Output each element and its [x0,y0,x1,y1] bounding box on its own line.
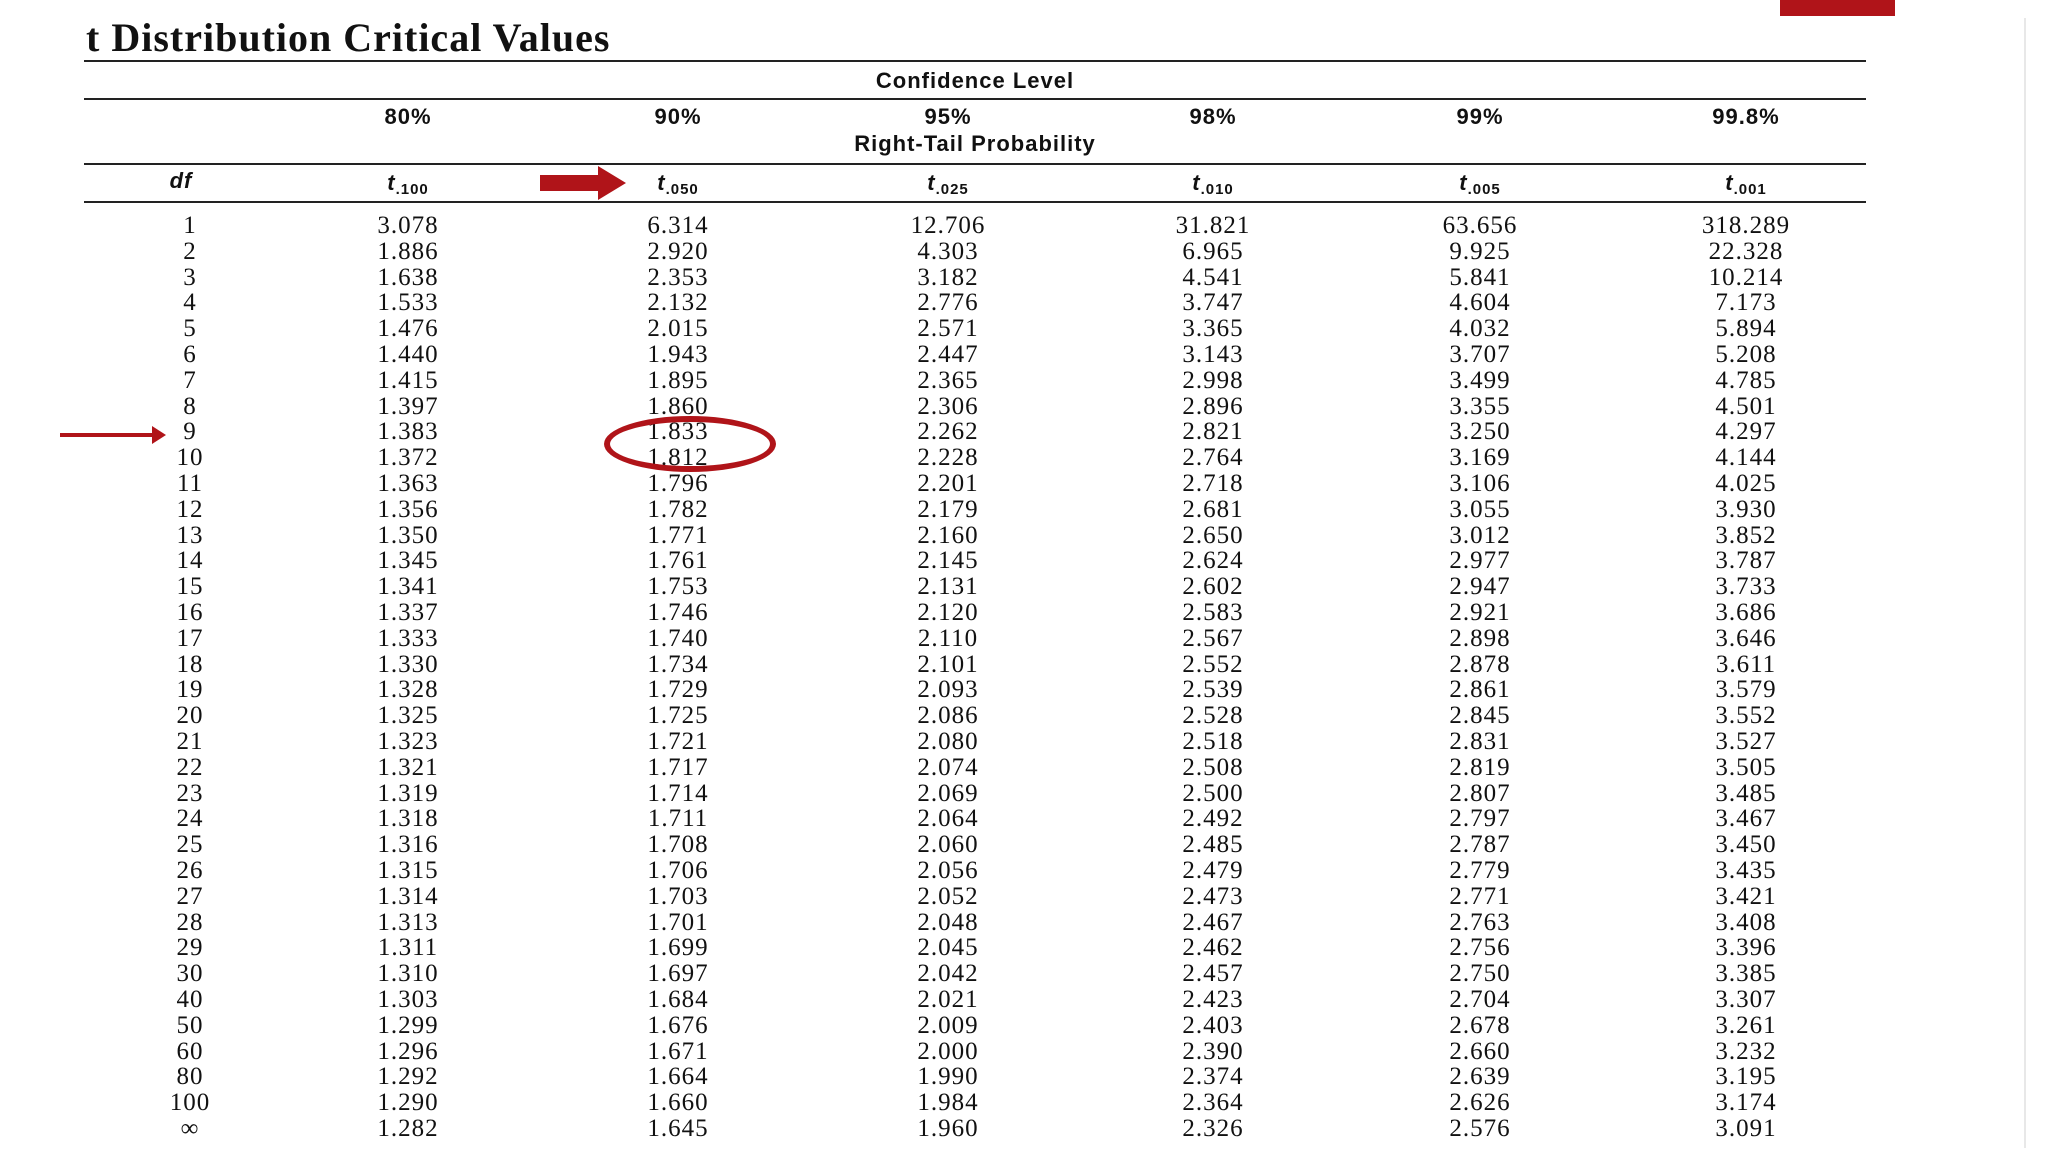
value-cell: 1.721 [647,728,709,755]
value-cell: 1.638 [377,263,439,291]
value-cell: 5.841 [1449,263,1511,291]
value-cell: 3.930 [1715,495,1777,523]
value-cell: 3.733 [1715,573,1777,601]
value-cell: 2.552 [1182,650,1244,678]
value-cell: 2.447 [917,341,979,368]
confidence-level-cell: 99% [1456,104,1504,129]
value-cell: 1.664 [647,1063,709,1091]
tail-prefix: t [927,170,936,195]
df-cell: 15 [176,573,204,601]
value-cell: 2.639 [1449,1063,1511,1091]
value-cell: 12.706 [910,212,986,239]
value-cell: 1.533 [377,289,439,317]
value-cell: 2.101 [917,650,979,678]
value-cell: 2.353 [647,263,709,291]
value-cell: 1.943 [647,341,709,368]
value-cell: 3.499 [1449,366,1511,394]
tail-column-header [1459,170,1501,196]
value-cell: 1.290 [377,1089,439,1117]
df-cell: 18 [176,650,204,678]
value-cell: 2.678 [1449,1011,1511,1039]
value-cell: 3.467 [1715,805,1777,833]
value-cell: 1.321 [377,753,439,781]
value-cell: 3.686 [1715,599,1777,626]
value-cell: 2.750 [1449,960,1511,988]
confidence-level-label: Confidence Level [875,68,1075,93]
value-cell: 2.878 [1449,650,1511,678]
value-cell: 1.311 [377,934,439,962]
value-cell: 2.508 [1182,753,1244,781]
value-cell: 2.624 [1182,547,1244,575]
value-cell: 2.821 [1182,418,1244,446]
value-cell: 3.747 [1182,289,1244,317]
tail-subscript: .001 [1733,181,1767,198]
value-cell: 2.228 [917,444,979,472]
value-cell: 7.173 [1715,289,1777,317]
value-cell: 2.779 [1449,857,1511,884]
value-cell: 2.009 [917,1011,979,1039]
value-cell: 3.787 [1715,547,1777,575]
tail-subscript: .050 [665,181,699,198]
value-cell: 3.182 [917,263,979,291]
value-cell: 1.313 [377,908,439,936]
value-cell: 2.660 [1449,1037,1511,1065]
df-cell: 24 [176,805,204,833]
df-cell: 100 [169,1089,211,1117]
value-cell: 2.201 [917,470,979,497]
value-cell: 2.718 [1182,470,1244,497]
value-cell: 1.740 [647,624,709,652]
tail-column-header [1725,170,1767,196]
value-cell: 2.080 [917,728,979,755]
value-cell: 2.390 [1182,1037,1244,1065]
value-cell: 1.333 [377,624,439,652]
value-cell: 2.704 [1449,986,1511,1013]
value-cell: 2.473 [1182,882,1244,910]
value-cell: 1.812 [647,444,709,472]
tail-subscript: .005 [1467,181,1501,198]
confidence-level-cell: 80% [384,104,432,129]
value-cell: 2.576 [1449,1115,1511,1142]
value-cell: 1.860 [647,392,709,420]
value-cell: 2.326 [1182,1115,1244,1142]
value-cell: 2.539 [1182,676,1244,704]
value-cell: 2.787 [1449,831,1511,859]
df-cell: 25 [176,831,204,859]
tail-prefix: t [657,170,666,195]
value-cell: 2.042 [917,960,979,988]
value-cell: 2.763 [1449,908,1511,936]
df-cell: 14 [176,547,204,575]
value-cell: 3.505 [1715,753,1777,781]
value-cell: 6.314 [647,212,709,239]
value-cell: 3.365 [1182,315,1244,343]
value-cell: 3.450 [1715,831,1777,859]
value-cell: 1.746 [647,599,709,626]
tail-column-header [1192,170,1234,196]
value-cell: 1.990 [917,1063,979,1091]
value-cell: 1.725 [647,702,709,730]
df-cell: 5 [183,315,197,343]
value-cell: 9.925 [1449,237,1511,265]
value-cell: 5.894 [1715,315,1777,343]
row-arrow-icon [60,424,166,446]
value-cell: 22.328 [1708,237,1784,265]
df-cell: 80 [176,1063,204,1091]
value-cell: 2.160 [917,521,979,549]
df-cell: 1 [183,212,197,239]
df-cell: 16 [176,599,204,626]
value-cell: 2.920 [647,237,709,265]
value-cell: 1.345 [377,547,439,575]
value-cell: 1.711 [647,805,709,833]
value-cell: 3.408 [1715,908,1777,936]
value-cell: 2.306 [917,392,979,420]
value-cell: 2.423 [1182,986,1244,1013]
value-cell: 318.289 [1701,212,1791,239]
value-cell: 1.714 [647,779,709,807]
value-cell: 2.602 [1182,573,1244,601]
value-cell: 10.214 [1708,263,1784,291]
df-cell: 4 [183,289,197,317]
df-cell: 12 [176,495,204,523]
value-cell: 3.527 [1715,728,1777,755]
value-cell: 4.604 [1449,289,1511,317]
df-cell: 26 [176,857,204,884]
value-cell: 2.365 [917,366,979,394]
value-cell: 2.262 [917,418,979,446]
column-arrow-icon [540,166,626,200]
value-cell: 1.440 [377,341,439,368]
value-cell: 2.048 [917,908,979,936]
tail-prefix: t [1192,170,1201,195]
value-cell: 1.303 [377,986,439,1013]
value-cell: 2.518 [1182,728,1244,755]
value-cell: 1.415 [377,366,439,394]
value-cell: 2.771 [1449,882,1511,910]
value-cell: 2.364 [1182,1089,1244,1117]
value-cell: 1.397 [377,392,439,420]
value-cell: 3.421 [1715,882,1777,910]
value-cell: 2.921 [1449,599,1511,626]
value-cell: 2.861 [1449,676,1511,704]
df-cell: 19 [176,676,204,704]
value-cell: 1.734 [647,650,709,678]
df-cell: 9 [183,418,197,446]
value-cell: 3.646 [1715,624,1777,652]
value-cell: 2.583 [1182,599,1244,626]
table-top-rule [84,60,1866,62]
value-cell: 3.385 [1715,960,1777,988]
value-cell: 2.045 [917,934,979,962]
tail-subscript: .100 [395,181,429,198]
value-cell: 1.782 [647,495,709,523]
value-cell: 2.650 [1182,521,1244,549]
value-cell: 1.984 [917,1089,979,1117]
value-cell: 2.056 [917,857,979,884]
value-cell: 1.697 [647,960,709,988]
value-cell: 2.374 [1182,1063,1244,1091]
corner-accent-block [1780,0,1895,16]
value-cell: 1.323 [377,728,439,755]
header-bottom-rule [84,201,1866,203]
value-cell: 1.296 [377,1037,439,1065]
value-cell: 2.845 [1449,702,1511,730]
value-cell: 1.771 [647,521,709,549]
value-cell: 1.708 [647,831,709,859]
value-cell: 4.541 [1182,263,1244,291]
value-cell: 2.064 [917,805,979,833]
value-cell: 2.052 [917,882,979,910]
value-cell: 3.250 [1449,418,1511,446]
value-cell: 4.501 [1715,392,1777,420]
value-cell: 3.485 [1715,779,1777,807]
tail-column-header [927,170,969,196]
value-cell: 1.699 [647,934,709,962]
value-cell: 3.611 [1715,650,1777,678]
value-cell: 2.898 [1449,624,1511,652]
confidence-level-cell: 99.8% [1712,104,1780,129]
value-cell: 4.297 [1715,418,1777,446]
value-cell: 3.552 [1715,702,1777,730]
value-cell: 2.131 [917,573,979,601]
value-cell: 2.462 [1182,934,1244,962]
highlight-circle [604,416,776,472]
value-cell: 2.998 [1182,366,1244,394]
value-cell: 2.776 [917,289,979,317]
value-cell: 2.977 [1449,547,1511,575]
value-cell: 1.476 [377,315,439,343]
value-cell: 2.021 [917,986,979,1013]
value-cell: 2.500 [1182,779,1244,807]
value-cell: 1.701 [647,908,709,936]
value-cell: 2.479 [1182,857,1244,884]
df-cell: 21 [176,728,204,755]
value-cell: 2.626 [1449,1089,1511,1117]
value-cell: 6.965 [1182,237,1244,265]
value-cell: 1.671 [647,1037,709,1065]
df-cell: 10 [176,444,204,472]
value-cell: 3.106 [1449,470,1511,497]
value-cell: 1.315 [377,857,439,884]
value-cell: 4.785 [1715,366,1777,394]
value-cell: 1.729 [647,676,709,704]
df-cell: 11 [176,470,204,497]
tail-prefix: t [1725,170,1734,195]
confidence-level-cell: 98% [1189,104,1237,129]
value-cell: 2.819 [1449,753,1511,781]
value-cell: 1.895 [647,366,709,394]
value-cell: 3.078 [377,212,439,239]
tail-column-header [657,170,699,196]
value-cell: 1.660 [647,1089,709,1117]
value-cell: 3.091 [1715,1115,1777,1142]
value-cell: 1.761 [647,547,709,575]
value-cell: 2.947 [1449,573,1511,601]
value-cell: 1.328 [377,676,439,704]
value-cell: 2.528 [1182,702,1244,730]
value-cell: 4.144 [1715,444,1777,472]
df-cell: 6 [183,341,197,368]
page-title: t Distribution Critical Values [86,15,611,60]
value-cell: 1.356 [377,495,439,523]
value-cell: 2.145 [917,547,979,575]
tail-prefix: t [1459,170,1468,195]
confidence-level-cell: 90% [654,104,702,129]
value-cell: 2.015 [647,315,709,343]
tail-prefix: t [387,170,396,195]
value-cell: 1.753 [647,573,709,601]
value-cell: 4.032 [1449,315,1511,343]
value-cell: 1.314 [377,882,439,910]
df-cell: 28 [176,908,204,936]
value-cell: 2.110 [917,624,979,652]
value-cell: 1.383 [377,418,439,446]
value-cell: 3.707 [1449,341,1511,368]
df-cell: 23 [176,779,204,807]
value-cell: 3.143 [1182,341,1244,368]
value-cell: 1.299 [377,1011,439,1039]
value-cell: 1.796 [647,470,709,497]
value-cell: 2.069 [917,779,979,807]
value-cell: 3.396 [1715,934,1777,962]
value-cell: 1.292 [377,1063,439,1091]
df-cell: 3 [183,263,197,291]
confidence-level-cell: 95% [924,104,972,129]
value-cell: 1.703 [647,882,709,910]
value-cell: 3.579 [1715,676,1777,704]
value-cell: 1.645 [647,1115,709,1142]
value-cell: 4.025 [1715,470,1777,497]
value-cell: 2.093 [917,676,979,704]
value-cell: 1.676 [647,1011,709,1039]
df-cell: 17 [176,624,204,652]
value-cell: 1.363 [377,470,439,497]
value-cell: 2.403 [1182,1011,1244,1039]
value-cell: 1.282 [377,1115,439,1142]
value-cell: 1.325 [377,702,439,730]
value-cell: 3.012 [1449,521,1511,549]
df-header: df [169,168,193,193]
value-cell: 2.831 [1449,728,1511,755]
right-edge-line [2024,18,2026,1148]
value-cell: 1.684 [647,986,709,1013]
value-cell: 2.074 [917,753,979,781]
df-cell: 2 [183,237,197,265]
value-cell: 2.807 [1449,779,1511,807]
value-cell: 3.261 [1715,1011,1777,1039]
df-cell: 22 [176,753,204,781]
value-cell: 1.717 [647,753,709,781]
value-cell: 1.372 [377,444,439,472]
value-cell: 2.179 [917,495,979,523]
value-cell: 3.852 [1715,521,1777,549]
df-cell: ∞ [180,1115,200,1142]
value-cell: 2.681 [1182,495,1244,523]
df-cell: 30 [176,960,204,988]
value-cell: 2.896 [1182,392,1244,420]
df-cell: 40 [176,986,204,1013]
value-cell: 4.303 [917,237,979,265]
value-cell: 1.330 [377,650,439,678]
value-cell: 3.232 [1715,1037,1777,1065]
value-cell: 2.492 [1182,805,1244,833]
value-cell: 2.086 [917,702,979,730]
right-tail-probability-label: Right-Tail Probability [854,131,1096,156]
value-cell: 2.485 [1182,831,1244,859]
df-cell: 60 [176,1037,204,1065]
value-cell: 1.310 [377,960,439,988]
df-cell: 7 [183,366,197,394]
value-cell: 2.132 [647,289,709,317]
tail-subscript: .010 [1200,181,1234,198]
df-cell: 29 [176,934,204,962]
value-cell: 3.195 [1715,1063,1777,1091]
value-cell: 1.833 [647,418,709,446]
value-cell: 3.435 [1715,857,1777,884]
value-cell: 2.764 [1182,444,1244,472]
value-cell: 3.174 [1715,1089,1777,1117]
value-cell: 3.055 [1449,495,1511,523]
value-cell: 5.208 [1715,341,1777,368]
value-cell: 1.319 [377,779,439,807]
value-cell: 1.706 [647,857,709,884]
tail-subscript: .025 [935,181,969,198]
value-cell: 1.886 [377,237,439,265]
value-cell: 2.756 [1449,934,1511,962]
value-cell: 1.318 [377,805,439,833]
value-cell: 2.000 [917,1037,979,1065]
df-cell: 50 [176,1011,204,1039]
tail-column-header [387,170,429,196]
value-cell: 3.169 [1449,444,1511,472]
value-cell: 31.821 [1175,212,1251,239]
df-cell: 8 [183,392,197,420]
tail-rule [84,163,1866,165]
confidence-rule [84,98,1866,100]
value-cell: 2.467 [1182,908,1244,936]
value-cell: 2.567 [1182,624,1244,652]
value-cell: 1.350 [377,521,439,549]
value-cell: 1.337 [377,599,439,626]
value-cell: 2.457 [1182,960,1244,988]
value-cell: 3.355 [1449,392,1511,420]
value-cell: 63.656 [1442,212,1518,239]
df-cell: 20 [176,702,204,730]
value-cell: 2.571 [917,315,979,343]
value-cell: 2.060 [917,831,979,859]
value-cell: 3.307 [1715,986,1777,1013]
value-cell: 1.316 [377,831,439,859]
df-cell: 27 [176,882,204,910]
df-cell: 13 [176,521,204,549]
value-cell: 2.120 [917,599,979,626]
value-cell: 2.797 [1449,805,1511,833]
value-cell: 1.341 [377,573,439,601]
value-cell: 1.960 [917,1115,979,1142]
